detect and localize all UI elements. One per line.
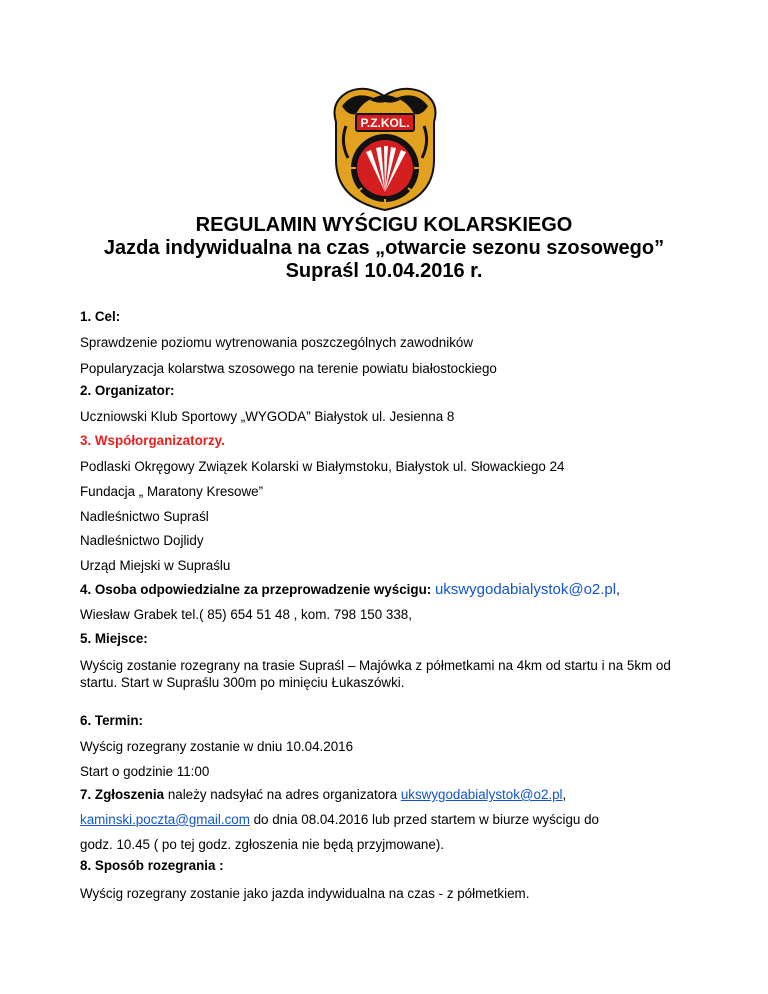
section-heading-termin: 6. Termin: [80,713,143,728]
osoba-row [80,582,700,598]
pzkol-emblem-graphic [326,82,444,212]
miejsce-text: Wyścig zostanie rozegrany na trasie Supraśl – Majówka z półmetkami na 4km od startu i na 5km od startu. Start w Supraślu 300m po minięciu Łukaszówki. [80,658,671,690]
section-heading-osoba: 4. Osoba odpowiedzialne za przeprowadzenie wyścigu: [80,582,432,597]
wspolorganizator-line-3: Nadleśnictwo Supraśl [80,509,209,524]
osoba-email-link[interactable]: ukswygodabialystok@o2.pl [434,581,617,598]
section-heading-zgloszenia: 7. Zgłoszenia [80,787,165,802]
document-title: REGULAMIN WYŚCIGU KOLARSKIEGO [195,214,573,236]
pzkol-logo [326,82,444,212]
section-heading-sposob: 8. Sposób rozegrania : [80,858,224,873]
termin-line-2: Start o godzinie 11:00 [80,764,210,779]
zgloszenia-text-b: do dnia 08.04.2016 lub przed startem w biurze wyścigu do [249,812,599,827]
section-heading-wspolorganizatorzy: 3. Współorganizatorzy. [80,433,225,448]
wspolorganizator-line-5: Urząd Miejski w Supraślu [80,558,231,573]
section-heading-organizator: 2. Organizator: [80,383,175,398]
zgloszenia-email-b-link[interactable]: kaminski.poczta@gmail.com [80,812,250,827]
logo-text: P.Z.KOL. [360,116,410,130]
wspolorganizator-line-1: Podlaski Okręgowy Związek Kolarski w Białymstoku, Białystok ul. Słowackiego 24 [80,459,565,474]
wspolorganizator-line-4: Nadleśnictwo Dojlidy [80,533,204,548]
zgloszenia-email-a-link[interactable]: ukswygodabialystok@o2.pl [400,787,563,802]
cel-line-1: Sprawdzenie poziomu wytrenowania poszczególnych zawodników [80,335,474,350]
zgloszenia-row-3: godz. 10.45 ( po tej godz. zgłoszenia nie będą przyjmowane). [80,837,444,852]
organizator-line-1: Uczniowski Klub Sportowy „WYGODA” Białystok ul. Jesienna 8 [80,409,455,424]
zgloszenia-comma: , [562,787,567,802]
zgloszenia-text-a: należy nadsyłać na adres organizatora [164,787,401,802]
section-heading-miejsce: 5. Miejsce: [80,631,148,646]
termin-line-1: Wyścig rozegrany zostanie w dniu 10.04.2016 [80,739,354,754]
zgloszenia-row-1 [80,787,700,803]
zgloszenia-row-2 [80,812,700,828]
osoba-comma: , [616,582,620,597]
osoba-contact: Wiesław Grabek tel.( 85) 654 51 48 , kom. 798 150 338, [80,607,412,622]
section-heading-cel: 1. Cel: [80,309,121,324]
sposob-text: Wyścig rozegrany zostanie jako jazda indywidualna na czas - z półmetkiem. [80,886,530,901]
wspolorganizator-line-2: Fundacja „ Maratony Kresowe” [80,484,264,499]
document-date-line: Supraśl 10.04.2016 r. [285,260,483,282]
cel-line-2: Popularyzacja kolarstwa szosowego na terenie powiatu białostockiego [80,361,497,376]
document-title-block [0,214,768,283]
document-subtitle: Jazda indywidualna na czas „otwarcie sezonu szosowego” [103,237,665,259]
